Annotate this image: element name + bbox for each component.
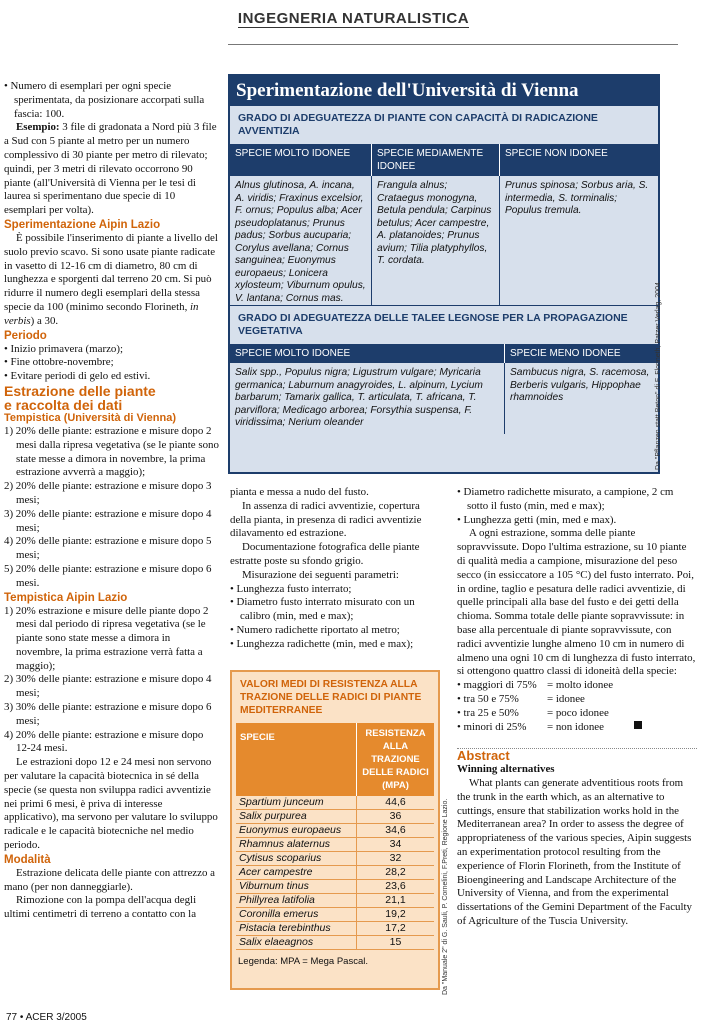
row-value: 15 xyxy=(356,936,434,949)
resistance-row xyxy=(236,810,434,824)
th-non-idonee: SPECIE NON IDONEE xyxy=(505,148,608,159)
lazio-item: 4) 20% delle piante: estrazione e misure dopo 12-24 mesi. xyxy=(4,728,204,755)
mid-p1: pianta e messa a nudo del fusto. xyxy=(230,486,369,498)
left-column xyxy=(4,80,219,922)
vienna-item: 4) 20% delle piante: estrazione e misure dopo 5 mesi; xyxy=(4,535,212,562)
class-row: • tra 25 e 50% = poco idonee xyxy=(457,706,609,719)
abstract-heading: Abstract xyxy=(457,748,510,764)
row-value: 23,6 xyxy=(356,880,434,893)
abstract-text: What plants can generate adventitious roots from the trunk in the earth which, as an alternative to cuttings, ensure that stabilization works hold in the Mediterranean area? In order to assess the degree of appropriateness of the various species, Aipin suggests an experimentation protocol resulting from the experience of Florin Florineth, from the Institute of Bioengineering and Landscape Architecture of the University of Vienna, and from the experimental dissertations of the Gemini Department of the Faculty of Agriculture of the Tuscia University. xyxy=(457,776,692,927)
row-value: 44,6 xyxy=(356,796,434,809)
modalita-text-2: Rimozione con la pompa dell'acqua degli ultimi centimetri di terreno a contatto con la xyxy=(4,894,197,921)
resistance-rows xyxy=(232,796,438,950)
running-header: INGEGNERIA NATURALISTICA xyxy=(237,10,470,27)
mid-p3: Documentazione fotografica delle piante estratte poste su sfondo grigio. xyxy=(230,541,420,567)
resistance-row xyxy=(236,852,434,866)
td-talee-molto-idonee: Salix spp., Populus nigra; Ligustrum vulgare; Myricaria germanica; Laburnum anagyroides, L. alpinum, Lycium barbarum; Tamarix gallica, T. articulata, T. africana, T. parviflora; Medicago arborea; Forsythia suspensa, F. viridissima; Nerium oleander xyxy=(230,363,505,434)
sper-end: ) a 30. xyxy=(30,314,59,327)
header-rule xyxy=(228,44,678,45)
esempio-label: Esempio: xyxy=(16,121,60,134)
vienna-item: 3) 20% delle piante: estrazione e misure dopo 4 mesi; xyxy=(4,507,212,534)
th-molto-idonee: SPECIE MOLTO IDONEE xyxy=(230,144,372,176)
th-talee-meno-idonee: SPECIE MENO IDONEE xyxy=(510,348,621,359)
row-value: 21,1 xyxy=(356,894,434,907)
table2-credit: Da "Manuale 2" di G. Sauli, P. Cornelini, F.Preti, Regione Lazio. xyxy=(442,798,449,995)
row-specie: Spartium junceum xyxy=(239,796,324,808)
row-value: 34 xyxy=(356,838,434,851)
table1-data-row-2 xyxy=(230,363,658,434)
resistance-table xyxy=(230,670,440,990)
row-specie: Viburnum tinus xyxy=(239,880,309,892)
right-p1: A ogni estrazione, somma delle piante sopravvissute. Dopo l'ultima estrazione, su 10 piante di qualità media a campione, misurazione del peso secco (in essiccatore a 105 °C) del fusto interrato. Poi, in ordine, taglio e pesatura delle radici avventizie, di quelle principali alla base del fusto e dei getti della chioma. Somma totale delle piante sopravvissute: in base alla percentuale di piante sopravvissute, con radici avventizie lunghe almeno 10 cm in numero di almeno una ogni 10 cm di lunghezza di fusto interrato, si ottengono quattro classi di idoneità della specie: xyxy=(457,527,696,678)
right-list-item: • Diametro radichette misurato, a campione, 2 cm sotto il fusto (min, med e max); xyxy=(457,486,674,512)
mid-list-item: • Lunghezza radichette (min, med e max); xyxy=(230,637,414,650)
mid-list-item: • Lunghezza fusto interrato; xyxy=(230,582,352,595)
resistance-legend: Legenda: MPA = Mega Pascal. xyxy=(238,956,369,967)
resistance-row xyxy=(236,908,434,922)
right-list-item: • Lunghezza getti (min, med e max). xyxy=(457,513,617,526)
row-specie: Phillyrea latifolia xyxy=(239,894,315,906)
mid-list-item: • Diametro fusto interrato misurato con un calibro (min, med e max); xyxy=(230,596,415,623)
resistance-table-title: VALORI MEDI DI RESISTENZA ALLA TRAZIONE DELLE RADICI DI PIANTE MEDITERRANEE xyxy=(240,679,422,716)
middle-column xyxy=(230,486,442,652)
td-non-idonee: Prunus spinosa; Sorbus aria, S. intermedia, S. torminalis; Populus tremula. xyxy=(500,176,658,306)
row-value: 34,6 xyxy=(356,824,434,837)
mid-list-item: • Numero radichette riportato al metro; xyxy=(230,623,400,636)
heading-modalita: Modalità xyxy=(4,853,51,866)
intro-bullet: • Numero di esemplari per ogni specie sperimentata, da posizionare accorpati sulla fascia: 100. xyxy=(4,80,205,120)
heading-tempistica-lazio: Tempistica Aipin Lazio xyxy=(4,591,128,604)
class-row: • tra 50 e 75% = idonee xyxy=(457,692,585,705)
lazio-item: 3) 30% delle piante: estrazione e misure dopo 6 mesi; xyxy=(4,701,212,727)
row-value: 17,2 xyxy=(356,922,434,935)
esempio-text: 3 file di gradonata a Nord più 3 file a Sud con 5 piante al metro per un numero complessivo di 30 piante per metro di rilevato; quindi, per 3 metri di rilevato occorrono 90 piante (all'Università di Vienna per le tesi di laurea si sperimentano due specie di 10 esemplari per volta). xyxy=(4,121,217,217)
row-value: 36 xyxy=(356,810,434,823)
row-value: 19,2 xyxy=(356,908,434,921)
resistance-row xyxy=(236,936,434,950)
row-specie: Rhamnus alaternus xyxy=(239,838,331,850)
th-talee-molto-idonee: SPECIE MOLTO IDONEE xyxy=(230,344,505,363)
row-value: 32 xyxy=(356,852,434,865)
row-specie: Pistacia terebinthus xyxy=(239,922,331,934)
table1-subtitle-1: GRADO DI ADEGUATEZZA DI PIANTE CON CAPACITÀ DI RADICAZIONE AVVENTIZIA xyxy=(238,112,598,137)
page-footer: 77 • ACER 3/2005 xyxy=(6,1012,87,1023)
td-mediamente-idonee: Frangula alnus; Crataegus monogyna, Betula pendula; Carpinus betulus; Acer campestre, A. platanoides; Prunus avium; Tilia platyphyllos, T. cordata. xyxy=(372,176,500,306)
lazio-item: 1) 20% estrazione e misure delle piante dopo 2 mesi dal periodo di ripresa vegetativa (se le piante sono state messe a dimora in novembre, la prima estrazione verrà fatta a maggio); xyxy=(4,604,209,672)
sper-text: È possibile l'inserimento di piante a livello del suolo previo scavo. Si sono usate piante radicate in vasetto di 12-16 cm di diametro, 80 cm di lunghezza e sporgenti dal terreno 20 cm. Si può ridurre il numero degli esemplari della stessa specie da 100 (minimo secondo Florineth, xyxy=(4,231,218,313)
abstract-title: Winning alternatives xyxy=(457,763,555,776)
heading-raccolta: e raccolta dei dati xyxy=(4,396,123,413)
row-specie: Cytisus scoparius xyxy=(239,852,322,864)
resistance-header-row xyxy=(236,723,434,796)
resistance-row xyxy=(236,922,434,936)
table1-header-row-1 xyxy=(230,144,658,176)
heading-estrazione: Estrazione delle piante xyxy=(4,382,156,399)
periodo-item: • Inizio primavera (marzo); xyxy=(4,342,124,355)
table1-data-row-1 xyxy=(230,176,658,306)
periodo-item: • Fine ottobre-novembre; xyxy=(4,356,114,369)
th-mediamente-idonee: SPECIE MEDIAMENTE IDONEE xyxy=(372,144,500,176)
vienna-item: 1) 20% delle piante: estrazione e misure dopo 2 mesi dalla ripresa vegetativa (se le piante sono state messe a dimora in novembre, la prima estrazione avverrà a maggio); xyxy=(4,424,219,479)
table1-subtitle-2: GRADO DI ADEGUATEZZA DELLE TALEE LEGNOSE PER LA PROPAGAZIONE VEGETATIVA xyxy=(238,312,628,337)
sper-italic: in verbis xyxy=(4,300,199,327)
row-specie: Salix purpurea xyxy=(239,810,307,822)
table1-header-row-2 xyxy=(230,344,658,363)
modalita-text-1: Estrazione delicata delle piante con attrezzo a mano (per non danneggiarle). xyxy=(4,866,215,893)
heading-sperimentazione: Sperimentazione Aipin Lazio xyxy=(4,218,161,231)
table1-credit: Da "Pflanzen statt Beton" di F. Florineth, Patzer Verlag, 2004. xyxy=(655,280,662,470)
class-row: • maggiori di 75% = molto idonee xyxy=(457,679,614,692)
th-resistenza: RESISTENZA ALLA TRAZIONE DELLE RADICI (MPA) xyxy=(356,723,434,796)
th-specie: SPECIE xyxy=(240,732,275,743)
resistance-row xyxy=(236,880,434,894)
heading-tempistica-vienna: Tempistica (Università di Vienna) xyxy=(4,411,176,424)
resistance-row xyxy=(236,866,434,880)
lazio-item: 2) 30% delle piante: estrazione e misure dopo 4 mesi; xyxy=(4,673,212,700)
row-specie: Coronilla emerus xyxy=(239,908,319,920)
estrazioni-text: Le estrazioni dopo 12 e 24 mesi non servono per valutare la capacità biotecnica in sé della specie (se questa non sviluppa radici avventizie nei primi 6 mesi, è priva di interesse applicativo), ma servono per valutare lo sviluppo radicale e le capacità biotecniche nel medio periodo. xyxy=(4,756,218,852)
resistance-row xyxy=(236,894,434,908)
resistance-row xyxy=(236,796,434,810)
end-mark xyxy=(634,721,642,729)
row-specie: Acer campestre xyxy=(239,866,313,878)
vienna-table xyxy=(228,74,660,474)
resistance-row xyxy=(236,838,434,852)
vienna-table-title: Sperimentazione dell'Università di Vienna xyxy=(230,76,658,106)
vienna-item: 5) 20% delle piante: estrazione e misure dopo 6 mesi. xyxy=(4,562,212,589)
row-value: 28,2 xyxy=(356,866,434,879)
mid-p4: Misurazione dei seguenti parametri: xyxy=(242,568,399,581)
mid-p2: In assenza di radici avventizie, copertura della pianta, in presenza di radici avventizie dilavamento ed estrazione. xyxy=(230,499,422,540)
td-talee-meno-idonee: Sambucus nigra, S. racemosa, Berberis vulgaris, Hippophae rhamnoides xyxy=(510,367,650,403)
td-molto-idonee: Alnus glutinosa, A. incana, A. viridis; Fraxinus excelsior, F. ornus; Populus alba; Acer pseudoplatanus; Prunus padus; Sorbus aucuparia; Corylus avellana; Cornus sanguinea; Euonymus europaeus; Lonicera xylosteum; Viburnum opulus, V. lantana; Cornus mas. xyxy=(230,176,372,306)
resistance-row xyxy=(236,824,434,838)
vienna-item: 2) 20% delle piante: estrazione e misure dopo 3 mesi; xyxy=(4,480,212,506)
row-specie: Salix elaeagnos xyxy=(239,936,314,948)
heading-periodo: Periodo xyxy=(4,329,47,342)
class-row: • minori di 25% = non idonee xyxy=(457,721,697,735)
periodo-item: • Evitare periodi di gelo ed estivi. xyxy=(4,370,151,383)
row-specie: Euonymus europaeus xyxy=(239,824,342,836)
right-column xyxy=(457,486,697,929)
